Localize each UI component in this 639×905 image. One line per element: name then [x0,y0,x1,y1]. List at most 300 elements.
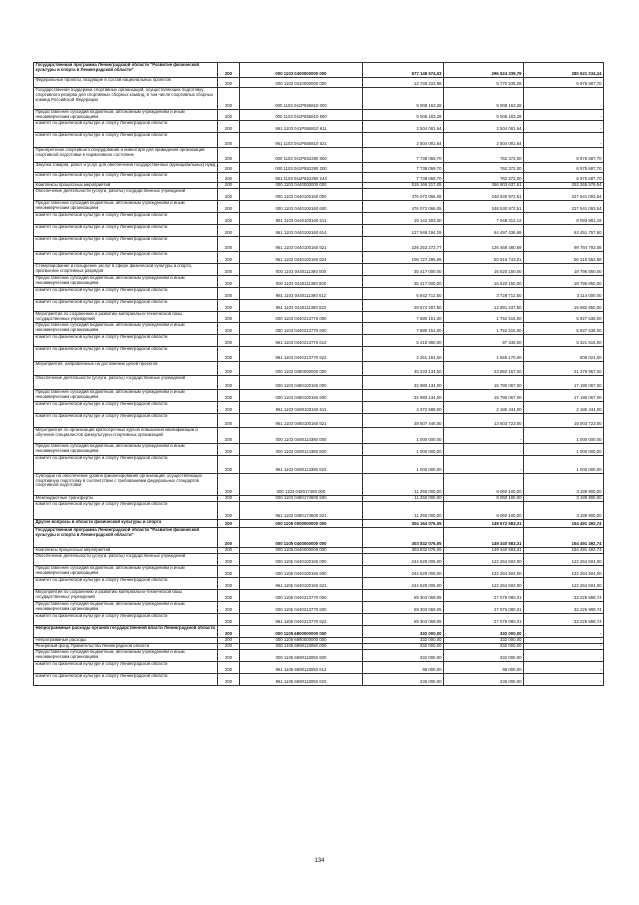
row-value-approved: 35 417 000,00 [363,263,444,275]
row-value-unexecuted: 154 491 492,74 [524,547,604,553]
row-value-unexecuted: 3 189 900,00 [524,473,604,495]
table-row [34,375,604,389]
row-line-code: 200 [218,643,240,649]
row-value-unexecuted: 227 541 093,54 [524,188,604,200]
row-name: Предоставление субсидий бюджетным, автономным учреждениям и иным некоммерческим организациям [34,649,218,661]
row-value-unexecuted: 6 975 687,70 [524,172,604,182]
row-value-executed: - [444,455,524,473]
row-line-code: 200 [218,473,240,495]
row-name: комитет по физической культуре и спорту Ленинградской области [34,251,218,263]
row-value-approved: 59 303 069,05 [363,613,444,625]
row-name: комитет по физической культуре и спорту Ленинградской области [34,299,218,311]
row-name: комитет по физической культуре и спорту Ленинградской области [34,346,218,361]
table-row [34,322,604,334]
row-value-unexecuted: 21 379 967,00 [524,361,604,375]
table-row [34,401,604,413]
row-budget-code: 000 1103 0410000000 000 [240,78,363,88]
row-budget-code: 961 1103 0440100160 621 [240,236,363,251]
row-value-approved: 5 008 163,28 [363,88,444,110]
row-line-code: 200 [218,334,240,346]
row-line-code: 200 [218,110,240,121]
table-row [34,553,604,565]
row-value-executed: 5 008 163,28 [444,110,524,121]
row-line-code: 200 [218,88,240,110]
row-name: комитет по физической культуре и спорту Ленинградской области [34,172,218,182]
row-budget-code: 000 1105 6890118050 600 [240,649,363,661]
row-name: Предоставление субсидий бюджетным, автономным учреждениям и иным некоммерческим организациям [34,443,218,455]
row-line-code: 200 [218,182,240,188]
table-row [34,120,604,132]
row-budget-code: 000 1103 041P556810 000 [240,88,363,110]
row-value-approved: 127 949 194,29 [363,224,444,236]
row-line-code: 200 [218,251,240,263]
row-value-executed: 3 728 712,50 [444,287,524,299]
row-value-approved: 519 169 217,05 [363,182,444,188]
row-budget-code: 000 1105 0400000000 000 [240,527,363,547]
table-row [34,110,604,121]
row-name: Предоставление субсидий бюджетным, автономным учреждениям и иным некоммерческим организациям [34,110,218,121]
row-line-code: 200 [218,625,240,637]
row-budget-code: 000 1103 0440100160 600 [240,200,363,212]
row-budget-code: 961 1105 6890118050 612 [240,661,363,673]
table-row [34,649,604,661]
row-name: комитет по физической культуре и спорту Ленинградской области [34,224,218,236]
table-row [34,63,604,78]
table-row [34,389,604,401]
row-value-executed: - [444,443,524,455]
table-row [34,589,604,601]
row-value-approved: 7 680 151,00 [363,322,444,334]
row-value-unexecuted: - [524,637,604,643]
row-value-executed: 23 850 167,00 [444,361,524,375]
row-value-executed: 8 060 100,00 [444,495,524,501]
row-value-approved: 332 000,00 [363,643,444,649]
row-value-unexecuted: 1 000 000,00 [524,455,604,473]
row-budget-code: 000 1105 0000000000 000 [240,519,363,527]
row-value-unexecuted: 32 226 988,74 [524,601,604,613]
row-budget-code: 000 1103 048017460 000 [240,473,363,495]
row-name: Обеспечение деятельности (услуги, работы) государственных учреждений [34,188,218,200]
table-row [34,501,604,519]
row-value-executed: 248 530 972,51 [444,200,524,212]
row-value-unexecuted: 17 190 067,00 [524,375,604,389]
row-value-executed: 13 603 723,00 [444,413,524,427]
row-line-code: 200 [218,601,240,613]
row-value-unexecuted: 5 927 636,00 [524,311,604,322]
row-budget-code: 000 1105 0440213770 600 [240,601,363,613]
row-name: Обеспечение деятельности (услуги, работы) государственных учреждений [34,375,218,389]
row-name: Мероприятия по сохранению и развитию материально-технической базы государственных учреждений [34,311,218,322]
row-line-code: 200 [218,589,240,601]
table-row [34,361,604,375]
row-value-unexecuted: - [524,110,604,121]
row-value-approved: 28 607 446,00 [363,413,444,427]
table-row [34,455,604,473]
row-budget-code: 961 1103 0440100160 614 [240,224,363,236]
row-line-code: 200 [218,78,240,88]
row-line-code: 200 [218,311,240,322]
row-value-unexecuted: 99 784 792,08 [524,236,604,251]
row-value-approved: 2 504 081,64 [363,120,444,132]
row-value-executed: 7 048 312,12 [444,212,524,224]
table-row [34,311,604,322]
table-row [34,147,604,162]
row-line-code: 200 [218,172,240,182]
row-line-code: 200 [218,427,240,443]
row-line-code: 200 [218,375,240,389]
row-budget-code: 961 1105 0440213770 622 [240,613,363,625]
row-value-approved: 59 303 069,05 [363,601,444,613]
table-row [34,172,604,182]
row-value-executed: 122 264 502,00 [444,577,524,589]
row-line-code: 200 [218,577,240,589]
row-value-unexecuted: 63 451 757,60 [524,224,604,236]
row-line-code: 200 [218,673,240,685]
row-budget-code: 961 1103 0440213770 612 [240,334,363,346]
row-budget-code: 000 1103 041P552290 200 [240,162,363,172]
row-budget-code: 000 1103 0480174600 500 [240,495,363,501]
row-line-code: 200 [218,547,240,553]
row-budget-code: 000 1103 041P552290 000 [240,147,363,162]
row-name: комитет по физической культуре и спорту Ленинградской области [34,212,218,224]
row-line-code: 200 [218,661,240,673]
table-row [34,661,604,673]
row-value-executed: 27 076 080,31 [444,613,524,625]
row-value-executed: 27 076 080,31 [444,589,524,601]
row-value-executed: 15 790 067,00 [444,389,524,401]
table-row [34,88,604,110]
table-row [34,673,604,685]
table-row [34,334,604,346]
row-value-executed: 50 516 743,01 [444,251,524,263]
row-value-unexecuted: 32 226 988,74 [524,613,604,625]
table-row [34,224,604,236]
row-name: комитет по физической культуре и спорту Ленинградской области [34,334,218,346]
row-value-approved: 7 738 059,70 [363,147,444,162]
row-value-unexecuted: 17 190 067,00 [524,389,604,401]
row-line-code: 200 [218,212,240,224]
row-value-approved: 28 574 287,50 [363,299,444,311]
row-value-approved: 5 418 960,00 [363,334,444,346]
row-line-code: 200 [218,389,240,401]
row-value-approved: 2 504 081,64 [363,132,444,147]
row-value-executed: 12 891 437,50 [444,299,524,311]
row-value-executed: 126 468 480,69 [444,236,524,251]
row-value-executed: 64 497 436,69 [444,224,524,236]
table-row [34,236,604,251]
row-name: комитет по физической культуре и спорту Ленинградской области [34,577,218,589]
table-row [34,287,604,299]
row-value-executed: 762 372,00 [444,162,524,172]
row-line-code: 200 [218,263,240,275]
table-row [34,565,604,577]
row-value-executed: 122 264 502,00 [444,553,524,565]
row-line-code: 200 [218,162,240,172]
row-name: комитет по физической культуре и спорту Ленинградской области [34,673,218,685]
row-value-approved: 6 842 712,50 [363,287,444,299]
row-line-code: 200 [218,637,240,643]
row-name: Другие вопросы в области физической культуры и спорта [34,519,218,527]
table-row [34,188,604,200]
row-value-unexecuted: 606 021,00 [524,346,604,361]
row-line-code: 200 [218,188,240,200]
table-row [34,443,604,455]
table-row [34,78,604,88]
row-name: комитет по физической культуре и спорту Ленинградской области [34,455,218,473]
row-value-executed: 762 372,00 [444,147,524,162]
row-line-code: 200 [218,613,240,625]
row-value-executed: 122 264 502,00 [444,565,524,577]
row-line-code: 200 [218,236,240,251]
row-value-approved: 304 164 076,05 [363,519,444,527]
row-line-code: 200 [218,132,240,147]
row-line-code: 200 [218,346,240,361]
row-value-approved: 32 980 134,00 [363,375,444,389]
row-value-unexecuted: 6 975 687,70 [524,78,604,88]
row-budget-code: 961 1105 0440100160 621 [240,577,363,589]
row-budget-code: 961 1103 041P552290 244 [240,172,363,182]
row-value-approved: 577 148 574,03 [363,63,444,78]
row-value-executed: 1 752 515,00 [444,311,524,322]
row-value-unexecuted: 122 264 504,00 [524,577,604,589]
row-name: комитет по физической культуре и спорту Ленинградской области [34,661,218,673]
table-row [34,346,604,361]
row-name: Стимулирование и поощрение заслуг в сфере физической культуры и спорта, присвоение спортивных разрядов [34,263,218,275]
row-value-executed: 248 530 972,51 [444,188,524,200]
row-budget-code: 000 1105 6890000000 000 [240,637,363,643]
row-value-executed: 15 790 067,00 [444,375,524,389]
row-name: Субсидии на обеспечение уровня финансирования организаций, осуществляющих спортивную подготовку в соответствии с требованиями федеральных стандартов спортивной подготовки [34,473,218,495]
row-value-approved: 12 746 222,98 [363,78,444,88]
table-row [34,299,604,311]
row-value-approved: 1 000 000,00 [363,443,444,455]
row-name: Межбюджетные трансферты [34,495,218,501]
row-value-executed: 96 000,00 [444,661,524,673]
row-name: Непрограммные расходы органов государственной власти Ленинградской области [34,625,218,637]
row-budget-code: 000 1103 0440213770 600 [240,322,363,334]
row-value-approved: 1 000 000,00 [363,455,444,473]
row-value-unexecuted: 18 796 850,00 [524,263,604,275]
row-name: комитет по физической культуре и спорту Ленинградской области [34,120,218,132]
table-row [34,275,604,287]
row-budget-code: 961 1103 041P556810 621 [240,132,363,147]
row-value-approved: 106 727 295,69 [363,251,444,263]
row-line-code: 200 [218,501,240,519]
row-name: Государственная программа Ленинградской области "Развитие физической культуры и спорта в Ленинградской области" [34,527,218,547]
row-value-unexecuted: 8 093 991,18 [524,212,604,224]
row-name: Государственная программа Ленинградской области "Развитие физической культуры и спорта в Ленинградской области" [34,63,218,78]
row-value-unexecuted: - [524,673,604,685]
row-value-unexecuted: - [524,132,604,147]
row-budget-code: 000 1103 0440111380 600 [240,275,363,287]
row-budget-code: 000 1105 0440000000 000 [240,547,363,553]
row-value-unexecuted: 1 000 000,00 [524,443,604,455]
row-name: Комплексы процессных мероприятий [34,182,218,188]
row-value-executed: 149 340 583,31 [444,527,524,547]
row-line-code: 200 [218,455,240,473]
row-line-code: 200 [218,322,240,334]
row-budget-code: 961 1105 6890118050 622 [240,673,363,685]
row-name: комитет по физической культуре и спорту Ленинградской области [34,287,218,299]
row-value-executed: 266 903 637,51 [444,182,524,188]
row-value-executed: 5 770 535,28 [444,78,524,88]
row-value-approved: 15 142 303,30 [363,212,444,224]
table-row [34,132,604,147]
row-value-executed: 236 000,00 [444,673,524,685]
row-line-code: 200 [218,147,240,162]
row-budget-code: 961 1103 0440111380 612 [240,287,363,299]
row-name: Мероприятия по сохранению и развитию материально-технической базы государственных учреждений [34,589,218,601]
row-budget-code: 000 1105 6890118050 000 [240,643,363,649]
row-value-unexecuted: 6 975 687,70 [524,147,604,162]
row-value-executed: 1 655 170,00 [444,346,524,361]
table-row [34,212,604,224]
row-value-executed: 762 372,00 [444,172,524,182]
row-name: Мероприятия по организации краткосрочных курсов повышения квалификации и обучения специалистов физкультурно-спортивных организаций [34,427,218,443]
row-value-approved: 7 738 059,70 [363,172,444,182]
row-value-executed: 16 620 150,00 [444,263,524,275]
row-name: Непрограммные расходы [34,637,218,643]
row-line-code: 200 [218,275,240,287]
row-value-executed: 8 060 100,00 [444,501,524,519]
row-budget-code: 000 1103 0480100160 000 [240,375,363,389]
row-value-unexecuted: 154 491 492,74 [524,527,604,547]
budget-table-body [34,63,604,686]
row-value-executed: 296 524 339,79 [444,63,524,78]
row-value-unexecuted: - [524,649,604,661]
row-name: Государственная поддержка спортивных организаций, осуществляющих подготовку спортивного резерва для спортивных сборных команд, в том числе спортивных сборных команд Российской Федерации [34,88,218,110]
row-name: Резервный фонд Правительства Ленинградской области [34,643,218,649]
row-budget-code: 961 1103 041P556810 611 [240,120,363,132]
row-value-unexecuted: 3 114 000,00 [524,287,604,299]
row-value-approved: 7 680 151,00 [363,311,444,322]
row-value-unexecuted: 15 682 850,00 [524,299,604,311]
row-value-executed: 2 504 081,64 [444,120,524,132]
row-line-code: 200 [218,224,240,236]
table-row [34,527,604,547]
row-budget-code: 961 1103 0480114380 622 [240,455,363,473]
row-value-approved: 303 832 076,05 [363,547,444,553]
row-value-unexecuted: 122 264 504,00 [524,553,604,565]
row-value-executed: 16 620 150,00 [444,275,524,287]
row-value-approved: 332 000,00 [363,649,444,661]
row-value-unexecuted: 5 321 615,00 [524,334,604,346]
row-budget-code: 000 1103 0480000000 000 [240,361,363,375]
row-value-approved: 244 529 006,00 [363,565,444,577]
row-line-code: 200 [218,527,240,547]
row-line-code: 200 [218,200,240,212]
table-row [34,625,604,637]
row-value-unexecuted: - [524,643,604,649]
table-row [34,413,604,427]
table-row [34,251,604,263]
row-value-approved: 4 372 688,00 [363,401,444,413]
row-value-approved: 45 233 134,00 [363,361,444,375]
row-budget-code: 000 1103 0440213770 000 [240,311,363,322]
row-value-approved: 244 529 006,00 [363,553,444,565]
row-name: комитет по физической культуре и спорту Ленинградской области [34,501,218,519]
row-name: Закупка товаров, работ и услуг для обеспечения государственных (муниципальных) нужд [34,162,218,172]
row-value-approved: 244 529 006,00 [363,577,444,589]
row-value-unexecuted: 32 226 988,74 [524,589,604,601]
row-value-unexecuted: - [524,120,604,132]
row-value-executed: 97 345,00 [444,334,524,346]
row-name: комитет по физической культуре и спорту Ленинградской области [34,132,218,147]
row-budget-code: 961 1103 0480100160 611 [240,401,363,413]
row-budget-code: 000 1103 0480100160 600 [240,389,363,401]
row-budget-code: 961 1103 0440213770 622 [240,346,363,361]
row-value-unexecuted: 122 264 504,00 [524,565,604,577]
row-budget-code: 000 1105 0440100160 600 [240,565,363,577]
table-row [34,263,604,275]
table-row [34,613,604,625]
row-value-executed: 27 076 080,31 [444,601,524,613]
row-budget-code: 961 1103 0440100160 611 [240,212,363,224]
row-name: Федеральные проекты, входящие в состав национальных проектов [34,78,218,88]
row-name: Предоставление субсидий бюджетным, автономным учреждениям и иным некоммерческим организациям [34,389,218,401]
row-name: Обеспечение деятельности (услуги, работы) государственных учреждений [34,553,218,565]
row-value-executed: 332 000,00 [444,649,524,661]
row-value-approved: 332 000,00 [363,637,444,643]
row-value-executed: 149 672 583,31 [444,519,524,527]
row-budget-code: 000 1103 0400000000 000 [240,63,363,78]
row-value-approved: 11 250 000,00 [363,501,444,519]
page-number: 134 [314,858,325,864]
row-line-code: 200 [218,443,240,455]
row-budget-code: 000 1103 0480114380 600 [240,443,363,455]
row-value-unexecuted: 6 975 687,70 [524,162,604,172]
row-budget-code: 000 1103 0480114380 000 [240,427,363,443]
row-value-unexecuted: 3 189 900,00 [524,501,604,519]
row-name: Предоставление субсидий бюджетным, автономным учреждениям и иным некоммерческим организациям [34,200,218,212]
row-value-approved: 5 008 163,28 [363,110,444,121]
row-budget-code: 961 1103 0440111380 622 [240,299,363,311]
row-name: Приобретение спортивного оборудования и инвентаря для приведения организаций спортивной подготовки в нормативное состояние [34,147,218,162]
row-value-approved: 35 417 000,00 [363,275,444,287]
row-value-executed: 5 008 163,28 [444,88,524,110]
row-name: комитет по физической культуре и спорту Ленинградской области [34,413,218,427]
budget-table [33,62,604,686]
row-name: комитет по физической культуре и спорту Ленинградской области [34,401,218,413]
table-row [34,427,604,443]
row-value-executed: - [444,427,524,443]
row-value-approved: 1 000 000,00 [363,427,444,443]
row-line-code: 200 [218,565,240,577]
row-value-approved: 476 072 066,05 [363,188,444,200]
row-value-approved: 32 980 134,00 [363,389,444,401]
row-line-code: 200 [218,649,240,661]
row-value-unexecuted: 18 796 850,00 [524,275,604,287]
table-row [34,643,604,649]
row-name: Предоставление субсидий бюджетным, автономным учреждениям и иным некоммерческим организациям [34,601,218,613]
row-value-approved: 226 253 272,77 [363,236,444,251]
row-value-executed: 332 000,00 [444,643,524,649]
row-value-unexecuted: 227 541 093,54 [524,200,604,212]
row-line-code: 200 [218,361,240,375]
row-value-unexecuted: 15 003 723,00 [524,413,604,427]
row-budget-code: 961 1103 0480100160 621 [240,413,363,427]
row-value-executed: 332 000,00 [444,637,524,643]
row-value-approved: 96 000,00 [363,661,444,673]
row-name: Предоставление субсидий бюджетным, автономным учреждениям и иным некоммерческим организациям [34,322,218,334]
row-value-unexecuted: 1 000 000,00 [524,427,604,443]
row-budget-code: 000 1103 0440111380 000 [240,263,363,275]
row-value-unexecuted: 252 265 579,54 [524,182,604,188]
row-value-approved: 332 000,00 [363,625,444,637]
row-line-code: 200 [218,401,240,413]
row-line-code: 200 [218,413,240,427]
row-value-executed: 149 340 583,31 [444,547,524,553]
